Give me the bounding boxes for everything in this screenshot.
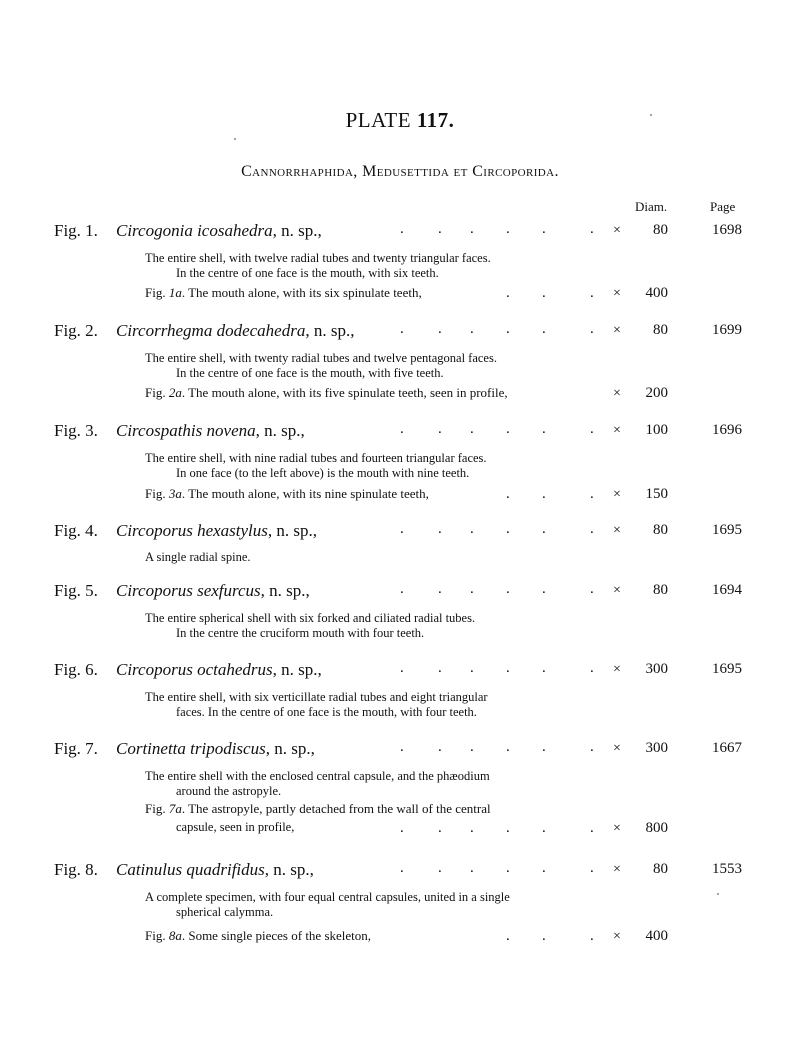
multiplication-sign: × [613, 523, 621, 538]
multiplication-sign: × [613, 821, 621, 836]
dot-leader: . [400, 221, 404, 237]
multiplication-sign: × [613, 929, 621, 944]
dot-leader: . [438, 581, 442, 597]
dot-leader: . [400, 321, 404, 337]
species-binomial: Catinulus quadrifidus [116, 860, 265, 879]
sub-figure-caption [145, 285, 422, 301]
dot-leader: . [438, 321, 442, 337]
description-line: The entire shell, with twenty radial tubes and twelve pentagonal faces. [145, 351, 497, 365]
sub-figure-label: Fig. [145, 385, 169, 400]
dot-leader: . [542, 221, 546, 237]
plate-number: 117. [416, 108, 455, 132]
sub-figure-num: 8a [168, 928, 182, 943]
species-binomial: Circorrhegma dodecahedra [116, 321, 306, 340]
species-suffix: , n. sp., [255, 421, 305, 440]
dot-leader: . [590, 521, 594, 537]
species-name [116, 739, 315, 759]
species-binomial: Cortinetta tripodiscus [116, 739, 266, 758]
magnification-value: 150 [645, 486, 668, 502]
magnification-value: 300 [645, 740, 668, 756]
description-line: The entire spherical shell with six forked and ciliated radial tubes. [145, 611, 476, 625]
sub-figure-label: Fig. [145, 486, 169, 501]
species-name [116, 660, 322, 680]
description-line: In the centre of one face is the mouth, with six teeth. [176, 266, 439, 280]
species-binomial: Circoporus octahedrus [116, 660, 273, 679]
dot-leader: . [438, 521, 442, 537]
dot-leader: . [470, 860, 474, 876]
page-reference: 1695 [712, 522, 742, 538]
dot-leader: . [542, 820, 546, 836]
dot-leader: . [542, 486, 546, 502]
description-line: A complete specimen, with four equal central capsules, united in a single [145, 890, 510, 904]
species-suffix: , n. sp., [272, 221, 322, 240]
dot-leader: . [438, 739, 442, 755]
dot-leader: . [542, 739, 546, 755]
figure-number: Fig. 5. [54, 581, 98, 600]
diam-column-header: Diam. [635, 199, 668, 214]
print-speck [650, 114, 652, 116]
dot-leader: . [506, 285, 510, 301]
dot-leader: . [542, 660, 546, 676]
dot-leader: . [400, 581, 404, 597]
species-suffix: , n. sp., [264, 860, 314, 879]
dot-leader: . [470, 660, 474, 676]
magnification-value: 400 [645, 928, 668, 944]
magnification-value: 80 [653, 322, 668, 338]
dot-leader: . [542, 581, 546, 597]
page-reference: 1694 [712, 582, 742, 598]
species-name [116, 581, 310, 601]
magnification-value: 80 [653, 222, 668, 238]
magnification-value: 800 [645, 820, 668, 836]
sub-figure-caption [145, 385, 508, 401]
dot-leader: . [438, 660, 442, 676]
sub-figure-caption [145, 928, 371, 944]
dot-leader: . [506, 486, 510, 502]
species-suffix: , n. sp., [305, 321, 355, 340]
sub-figure-caption [145, 486, 429, 502]
sub-figure-label: Fig. [145, 928, 169, 943]
multiplication-sign: × [613, 662, 621, 677]
dot-leader: . [590, 221, 594, 237]
dot-leader: . [542, 285, 546, 301]
dot-leader: . [400, 739, 404, 755]
dot-leader: . [400, 421, 404, 437]
multiplication-sign: × [613, 741, 621, 756]
dot-leader: . [506, 421, 510, 437]
magnification-value: 80 [653, 522, 668, 538]
dot-leader: . [506, 860, 510, 876]
magnification-value: 400 [645, 285, 668, 301]
description-line: A single radial spine. [145, 550, 251, 564]
species-name [116, 421, 305, 441]
dot-leader: . [542, 521, 546, 537]
figure-number: Fig. 2. [54, 321, 98, 340]
dot-leader: . [506, 928, 510, 944]
page-reference: 1696 [712, 422, 742, 438]
plate-title [0, 108, 800, 133]
sub-figure-text: . The mouth alone, with its five spinulate teeth, seen in profile, [181, 385, 508, 400]
species-binomial: Circospathis novena [116, 421, 256, 440]
species-suffix: , n. sp., [272, 660, 322, 679]
dot-leader: . [590, 421, 594, 437]
print-speck [717, 893, 719, 895]
description-line: around the astropyle. [176, 784, 282, 798]
magnification-value: 80 [653, 582, 668, 598]
page-reference: 1553 [712, 861, 742, 877]
sub-figure-num: 2a [168, 385, 182, 400]
dot-leader: . [470, 820, 474, 836]
species-binomial: Circogonia icosahedra [116, 221, 273, 240]
dot-leader: . [438, 820, 442, 836]
description-line: In the centre of one face is the mouth, with five teeth. [176, 366, 444, 380]
description-line: In the centre the cruciform mouth with four teeth. [176, 626, 425, 640]
dot-leader: . [470, 321, 474, 337]
multiplication-sign: × [613, 286, 621, 301]
sub-figure-text: . The astropyle, partly detached from the wall of the central [181, 801, 491, 816]
page-reference: 1699 [712, 322, 742, 338]
sub-figure-caption-continued: capsule, seen in profile, [176, 820, 295, 834]
dot-leader: . [438, 221, 442, 237]
dot-leader: . [400, 521, 404, 537]
figure-number: Fig. 8. [54, 860, 98, 879]
dot-leader: . [470, 521, 474, 537]
description-line: faces. In the centre of one face is the mouth, with four teeth. [176, 705, 477, 719]
multiplication-sign: × [613, 223, 621, 238]
magnification-value: 200 [645, 385, 668, 401]
multiplication-sign: × [613, 386, 621, 401]
dot-leader: . [542, 321, 546, 337]
multiplication-sign: × [613, 423, 621, 438]
species-suffix: , n. sp., [260, 581, 310, 600]
species-name [116, 321, 354, 341]
sub-figure-label: Fig. [145, 801, 169, 816]
sub-figure-text: . The mouth alone, with its nine spinulate teeth, [181, 486, 429, 501]
dot-leader: . [506, 660, 510, 676]
species-binomial: Circoporus sexfurcus [116, 581, 261, 600]
dot-leader: . [590, 860, 594, 876]
multiplication-sign: × [613, 487, 621, 502]
print-speck [234, 138, 236, 140]
dot-leader: . [590, 581, 594, 597]
species-name [116, 860, 314, 880]
magnification-value: 80 [653, 861, 668, 877]
description-line: The entire shell, with six verticillate radial tubes and eight triangular [145, 690, 488, 704]
dot-leader: . [506, 521, 510, 537]
dot-leader: . [506, 321, 510, 337]
figure-number: Fig. 4. [54, 521, 98, 540]
dot-leader: . [438, 421, 442, 437]
figure-number: Fig. 1. [54, 221, 98, 240]
description-line: The entire shell with the enclosed central capsule, and the phæodium [145, 769, 490, 783]
dot-leader: . [542, 928, 546, 944]
sub-figure-num: 3a [168, 486, 182, 501]
description-line: spherical calymma. [176, 905, 274, 919]
page-reference: 1695 [712, 661, 742, 677]
multiplication-sign: × [613, 323, 621, 338]
dot-leader: . [590, 285, 594, 301]
dot-leader: . [506, 739, 510, 755]
dot-leader: . [470, 421, 474, 437]
dot-leader: . [590, 486, 594, 502]
dot-leader: . [438, 860, 442, 876]
dot-leader: . [470, 739, 474, 755]
page-reference: 1667 [712, 740, 742, 756]
dot-leader: . [542, 860, 546, 876]
sub-figure-caption [145, 801, 491, 817]
figure-number: Fig. 3. [54, 421, 98, 440]
species-suffix: , n. sp., [265, 739, 315, 758]
dot-leader: . [400, 860, 404, 876]
dot-leader: . [590, 928, 594, 944]
sub-figure-label: Fig. [145, 285, 169, 300]
plate-subtitle: Cannorrhaphida, Medusettida et Circoporida. [241, 163, 559, 180]
species-binomial: Circoporus hexastylus [116, 521, 268, 540]
dot-leader: . [590, 660, 594, 676]
sub-figure-num: 7a [168, 801, 182, 816]
multiplication-sign: × [613, 583, 621, 598]
dot-leader: . [400, 820, 404, 836]
dot-leader: . [400, 660, 404, 676]
sub-figure-num: 1a [168, 285, 182, 300]
dot-leader: . [506, 820, 510, 836]
page-reference: 1698 [712, 222, 742, 238]
dot-leader: . [506, 221, 510, 237]
sub-figure-text: . Some single pieces of the skeleton, [181, 928, 372, 943]
description-line: In one face (to the left above) is the mouth with nine teeth. [176, 466, 470, 480]
dot-leader: . [506, 581, 510, 597]
species-name [116, 521, 317, 541]
description-line: The entire shell, with twelve radial tubes and twenty triangular faces. [145, 251, 491, 265]
dot-leader: . [590, 739, 594, 755]
page-column-header: Page [710, 199, 736, 214]
magnification-value: 300 [645, 661, 668, 677]
multiplication-sign: × [613, 862, 621, 877]
species-suffix: , n. sp., [267, 521, 318, 540]
dot-leader: . [542, 421, 546, 437]
dot-leader: . [590, 321, 594, 337]
figure-number: Fig. 6. [54, 660, 98, 679]
plate-title-prefix: PLATE [345, 108, 412, 132]
species-name [116, 221, 322, 241]
figure-number: Fig. 7. [54, 739, 98, 758]
dot-leader: . [470, 221, 474, 237]
magnification-value: 100 [645, 422, 668, 438]
dot-leader: . [470, 581, 474, 597]
dot-leader: . [590, 820, 594, 836]
description-line: The entire shell, with nine radial tubes and fourteen triangular faces. [145, 451, 487, 465]
sub-figure-text: . The mouth alone, with its six spinulate teeth, [181, 285, 422, 300]
